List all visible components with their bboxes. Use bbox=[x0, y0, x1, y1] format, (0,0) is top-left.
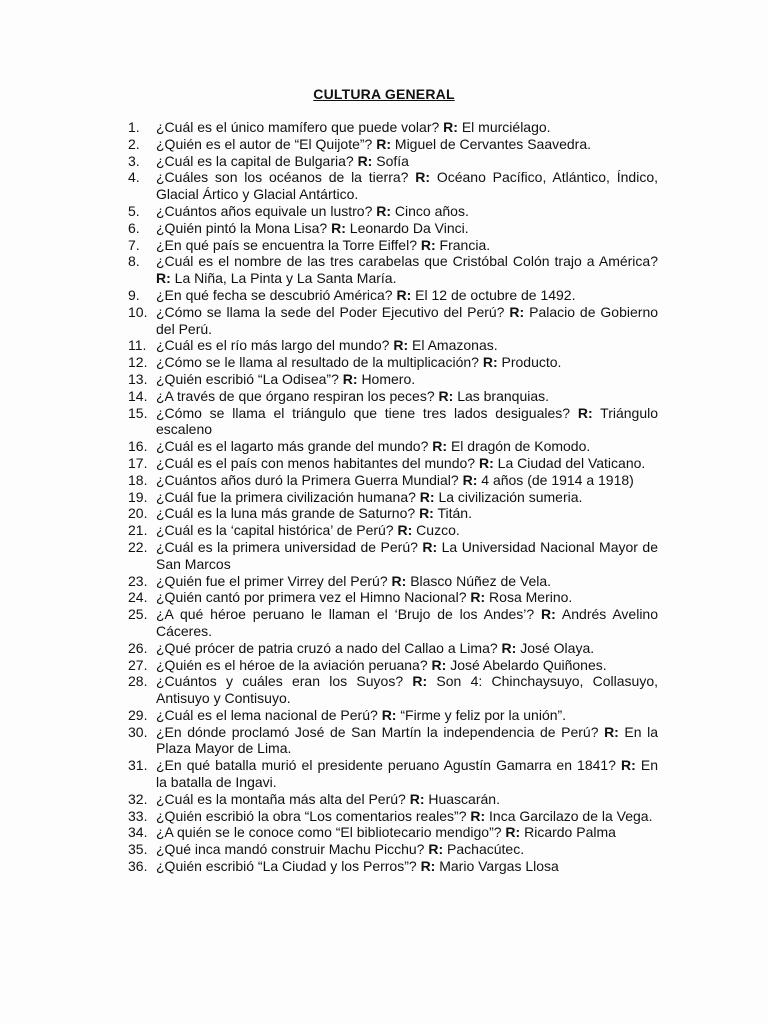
answer-text: La Universidad Nacional Mayor de San Marcos bbox=[156, 538, 658, 572]
item-content bbox=[156, 791, 658, 808]
item-number: 11. bbox=[128, 337, 147, 354]
answer-text: José Olaya. bbox=[520, 639, 595, 656]
question-text: ¿Cuál es el río más largo del mundo? bbox=[156, 337, 390, 354]
item-number: 23. bbox=[128, 572, 148, 589]
item-content bbox=[156, 841, 658, 858]
answer-text: Triángulo escaleno bbox=[156, 404, 659, 438]
list-item bbox=[128, 489, 658, 506]
item-number: 17. bbox=[128, 454, 148, 471]
question-text: ¿Cuál es la ‘capital histórica’ de Perú? bbox=[156, 522, 394, 539]
item-number: 29. bbox=[128, 706, 148, 723]
answer-label: R: bbox=[357, 152, 373, 169]
answer-label: R: bbox=[376, 135, 392, 152]
item-content bbox=[156, 489, 658, 506]
qa-list bbox=[128, 119, 658, 875]
answer-text: 4 años (de 1914 a 1918) bbox=[481, 471, 634, 488]
answer-label: R: bbox=[428, 841, 444, 858]
answer-label: R: bbox=[462, 471, 478, 488]
question-text: ¿Cómo se le llama al resultado de la multiplicación? bbox=[156, 354, 479, 371]
answer-text: Palacio de Gobierno del Perú. bbox=[156, 303, 659, 337]
answer-label: R: bbox=[420, 858, 436, 875]
list-item bbox=[128, 438, 658, 455]
answer-label: R: bbox=[331, 219, 346, 236]
answer-text: Producto. bbox=[501, 354, 562, 371]
item-number: 34. bbox=[128, 824, 148, 841]
question-text: ¿A quién se le conoce como “El bibliotecario mendigo”? bbox=[156, 824, 502, 841]
question-text: ¿Cuál es la montaña más alta del Perú? bbox=[156, 790, 406, 807]
item-content bbox=[156, 237, 658, 254]
answer-text: En la Plaza Mayor de Lima. bbox=[156, 723, 659, 757]
item-content bbox=[156, 388, 658, 405]
question-text: ¿En qué fecha se descubrió América? bbox=[156, 286, 393, 303]
answer-label: R: bbox=[422, 538, 438, 555]
item-content bbox=[156, 169, 658, 203]
question-text: ¿Quién escribió “La Ciudad y los Perros”? bbox=[156, 858, 417, 875]
answer-text: Andrés Avelino Cáceres. bbox=[156, 606, 658, 639]
item-content bbox=[156, 220, 658, 237]
answer-text: El Amazonas. bbox=[412, 337, 498, 354]
answer-label: R: bbox=[391, 572, 407, 589]
answer-text: Son 4: Chinchaysuyo, Collasuyo, Antisuyo y Contisuyo. bbox=[156, 673, 658, 707]
item-number: 27. bbox=[128, 656, 148, 673]
question-text: ¿En qué país se encuentra la Torre Eiffel? bbox=[156, 236, 417, 253]
question-text: ¿Quién es el héroe de la aviación peruana? bbox=[156, 656, 428, 673]
answer-text: Sofía bbox=[376, 152, 409, 169]
question-text: ¿Qué inca mandó construir Machu Picchu? bbox=[156, 841, 425, 858]
answer-text: Francia. bbox=[439, 236, 491, 253]
item-content bbox=[156, 522, 658, 539]
item-number: 15. bbox=[128, 404, 148, 421]
answer-label: R: bbox=[393, 337, 409, 354]
answer-text: Rosa Merino. bbox=[489, 589, 573, 606]
question-text: ¿Quién fue el primer Virrey del Perú? bbox=[156, 572, 388, 589]
answer-label: R: bbox=[443, 119, 458, 135]
item-content bbox=[156, 539, 658, 573]
list-item bbox=[128, 119, 658, 136]
item-content bbox=[156, 640, 658, 657]
question-text: ¿Cuántos años equivale un lustro? bbox=[156, 202, 373, 219]
item-number: 1. bbox=[128, 119, 140, 135]
list-item bbox=[128, 573, 658, 590]
item-number: 6. bbox=[128, 219, 140, 236]
item-content bbox=[156, 606, 658, 640]
answer-label: R: bbox=[376, 202, 392, 219]
list-item bbox=[128, 304, 658, 338]
list-item bbox=[128, 203, 658, 220]
answer-text: Mario Vargas Llosa bbox=[439, 858, 559, 875]
item-content bbox=[156, 136, 658, 153]
item-content bbox=[156, 707, 658, 724]
item-number: 9. bbox=[128, 286, 140, 303]
answer-label: R: bbox=[470, 807, 486, 824]
list-item bbox=[128, 791, 658, 808]
question-text: ¿Cuál es la luna más grande de Saturno? bbox=[156, 505, 416, 522]
item-number: 26. bbox=[128, 639, 148, 656]
answer-label: R: bbox=[156, 270, 171, 287]
answer-label: R: bbox=[478, 454, 494, 471]
question-text: ¿En dónde proclamó José de San Martín la independencia de Perú? bbox=[156, 723, 599, 740]
item-content bbox=[156, 505, 658, 522]
item-content bbox=[156, 337, 658, 354]
answer-text: Miguel de Cervantes Saavedra. bbox=[394, 135, 592, 152]
item-number: 10. bbox=[128, 303, 148, 320]
item-number: 18. bbox=[128, 471, 148, 488]
answer-text: Homero. bbox=[361, 370, 416, 387]
item-content bbox=[156, 371, 658, 388]
item-number: 30. bbox=[128, 723, 148, 740]
question-text: ¿En qué batalla murió el presidente peruano Agustín Gamarra en 1841? bbox=[156, 757, 616, 774]
list-item bbox=[128, 371, 658, 388]
item-content bbox=[156, 405, 658, 439]
answer-text: Inca Garcilazo de la Vega. bbox=[489, 807, 653, 824]
answer-label: R: bbox=[419, 505, 434, 522]
item-content bbox=[156, 757, 658, 791]
answer-label: R: bbox=[409, 790, 425, 807]
answer-label: R: bbox=[470, 589, 486, 606]
list-item bbox=[128, 287, 658, 304]
question-text: ¿Cómo se llama la sede del Poder Ejecutivo del Perú? bbox=[156, 303, 505, 320]
answer-text: “Firme y feliz por la unión”. bbox=[400, 706, 567, 723]
answer-label: R: bbox=[415, 169, 431, 186]
answer-text: Cinco años. bbox=[394, 202, 469, 219]
item-content bbox=[156, 438, 658, 455]
question-text: ¿Cómo se llama el triángulo que tiene tres lados desiguales? bbox=[156, 404, 571, 421]
list-item bbox=[128, 522, 658, 539]
list-item bbox=[128, 455, 658, 472]
question-text: ¿Cuál es el país con menos habitantes del mundo? bbox=[156, 454, 476, 471]
question-text: ¿Quién cantó por primera vez el Himno Nacional? bbox=[156, 589, 467, 606]
item-number: 20. bbox=[128, 505, 148, 522]
list-item bbox=[128, 388, 658, 405]
item-number: 36. bbox=[128, 858, 148, 875]
item-number: 32. bbox=[128, 790, 148, 807]
question-text: ¿Quién es el autor de “El Quijote”? bbox=[156, 135, 373, 152]
answer-label: R: bbox=[604, 723, 619, 740]
item-content bbox=[156, 824, 658, 841]
question-text: ¿Cuál es la primera universidad de Perú? bbox=[156, 538, 418, 555]
answer-label: R: bbox=[432, 438, 448, 455]
answer-text: Titán. bbox=[437, 505, 472, 522]
list-item bbox=[128, 657, 658, 674]
answer-text: Cuzco. bbox=[416, 522, 460, 539]
answer-text: El murciélago. bbox=[461, 119, 551, 135]
item-content bbox=[156, 858, 658, 875]
item-content bbox=[156, 354, 658, 371]
page-title: CULTURA GENERAL bbox=[313, 86, 455, 102]
answer-label: R: bbox=[438, 387, 454, 404]
item-number: 3. bbox=[128, 152, 140, 169]
question-text: ¿Qué prócer de patria cruzó a nado del Callao a Lima? bbox=[156, 639, 498, 656]
item-content bbox=[156, 304, 658, 338]
item-number: 33. bbox=[128, 807, 148, 824]
item-number: 25. bbox=[128, 606, 148, 623]
answer-text: José Abelardo Quiñones. bbox=[450, 656, 607, 673]
item-content bbox=[156, 472, 658, 489]
item-content bbox=[156, 657, 658, 674]
list-item bbox=[128, 757, 658, 791]
answer-text: En la batalla de Ingavi. bbox=[156, 757, 658, 791]
list-item bbox=[128, 153, 658, 170]
question-text: ¿Cuál es el nombre de las tres carabelas que Cristóbal Colón trajo a América? bbox=[156, 253, 658, 270]
answer-text: Ricardo Palma bbox=[524, 824, 616, 841]
answer-label: R: bbox=[397, 522, 413, 539]
answer-label: R: bbox=[342, 370, 358, 387]
answer-text: La Niña, La Pinta y La Santa María. bbox=[174, 270, 397, 287]
item-content bbox=[156, 589, 658, 606]
item-content bbox=[156, 253, 658, 287]
list-item bbox=[128, 606, 658, 640]
answer-text: El dragón de Komodo. bbox=[450, 438, 591, 455]
item-content bbox=[156, 153, 658, 170]
item-number: 2. bbox=[128, 135, 140, 152]
list-item bbox=[128, 136, 658, 153]
item-number: 24. bbox=[128, 589, 148, 606]
list-item bbox=[128, 724, 658, 758]
answer-label: R: bbox=[381, 706, 397, 723]
list-item bbox=[128, 640, 658, 657]
answer-label: R: bbox=[431, 656, 447, 673]
answer-text: La Ciudad del Vaticano. bbox=[497, 454, 646, 471]
list-item bbox=[128, 253, 658, 287]
answer-label: R: bbox=[577, 404, 593, 421]
item-number: 13. bbox=[128, 370, 148, 387]
answer-label: R: bbox=[505, 824, 521, 841]
list-item bbox=[128, 673, 658, 707]
item-number: 8. bbox=[128, 253, 140, 270]
list-item bbox=[128, 589, 658, 606]
item-number: 28. bbox=[128, 673, 148, 690]
list-item bbox=[128, 841, 658, 858]
list-item bbox=[128, 539, 658, 573]
question-text: ¿A través de que órgano respiran los peces? bbox=[156, 387, 435, 404]
item-content bbox=[156, 724, 658, 758]
item-number: 14. bbox=[128, 387, 148, 404]
question-text: ¿Cuál es el lema nacional de Perú? bbox=[156, 706, 378, 723]
list-item bbox=[128, 169, 658, 203]
list-item bbox=[128, 354, 658, 371]
question-text: ¿A qué héroe peruano le llaman el ‘Brujo de los Andes’? bbox=[156, 606, 535, 623]
item-number: 21. bbox=[128, 522, 148, 539]
item-number: 16. bbox=[128, 438, 148, 455]
item-number: 35. bbox=[128, 841, 148, 858]
answer-text: Leonardo Da Vinci. bbox=[349, 219, 469, 236]
answer-text: Océano Pacífico, Atlántico, Índico, Glacial Ártico y Glacial Antártico. bbox=[156, 169, 658, 203]
item-number: 4. bbox=[128, 169, 140, 186]
list-item bbox=[128, 237, 658, 254]
question-text: ¿Cuál es el único mamífero que puede volar? bbox=[156, 119, 440, 135]
answer-label: R: bbox=[621, 757, 636, 774]
question-text: ¿Quién pintó la Mona Lisa? bbox=[156, 219, 328, 236]
answer-text: Blasco Núñez de Vela. bbox=[410, 572, 552, 589]
item-number: 12. bbox=[128, 354, 148, 371]
answer-text: Pachacútec. bbox=[447, 841, 525, 858]
item-number: 5. bbox=[128, 202, 140, 219]
answer-label: R: bbox=[541, 606, 556, 623]
answer-label: R: bbox=[482, 354, 498, 371]
answer-text: El 12 de octubre de 1492. bbox=[415, 286, 576, 303]
question-text: ¿Cuántos años duró la Primera Guerra Mundial? bbox=[156, 471, 459, 488]
list-item bbox=[128, 472, 658, 489]
item-number: 7. bbox=[128, 236, 140, 253]
answer-text: La civilización sumeria. bbox=[438, 488, 583, 505]
answer-label: R: bbox=[412, 673, 428, 690]
question-text: ¿Cuál fue la primera civilización humana? bbox=[156, 488, 416, 505]
question-text: ¿Quién escribió la obra “Los comentarios reales”? bbox=[156, 807, 467, 824]
item-number: 19. bbox=[128, 488, 148, 505]
answer-label: R: bbox=[420, 236, 436, 253]
answer-text: Huascarán. bbox=[428, 790, 500, 807]
question-text: ¿Cuál es el lagarto más grande del mundo? bbox=[156, 438, 429, 455]
item-content bbox=[156, 673, 658, 707]
item-content bbox=[156, 203, 658, 220]
item-content bbox=[156, 573, 658, 590]
item-number: 22. bbox=[128, 538, 148, 555]
question-text: ¿Cuántos y cuáles eran los Suyos? bbox=[156, 673, 404, 690]
item-content bbox=[156, 455, 658, 472]
answer-label: R: bbox=[509, 303, 525, 320]
item-content bbox=[156, 287, 658, 304]
question-text: ¿Cuál es la capital de Bulgaria? bbox=[156, 152, 354, 169]
item-number: 31. bbox=[128, 757, 148, 774]
answer-label: R: bbox=[501, 639, 517, 656]
list-item bbox=[128, 808, 658, 825]
list-item bbox=[128, 505, 658, 522]
list-item bbox=[128, 405, 658, 439]
item-content bbox=[156, 808, 658, 825]
answer-text: Las branquias. bbox=[457, 387, 550, 404]
list-item bbox=[128, 824, 658, 841]
list-item bbox=[128, 337, 658, 354]
list-item bbox=[128, 220, 658, 237]
question-text: ¿Quién escribió “La Odisea”? bbox=[156, 370, 339, 387]
list-item bbox=[128, 707, 658, 724]
answer-label: R: bbox=[396, 286, 412, 303]
answer-label: R: bbox=[419, 488, 435, 505]
question-text: ¿Cuáles son los océanos de la tierra? bbox=[156, 169, 409, 186]
list-item bbox=[128, 858, 658, 875]
item-content bbox=[156, 119, 658, 136]
